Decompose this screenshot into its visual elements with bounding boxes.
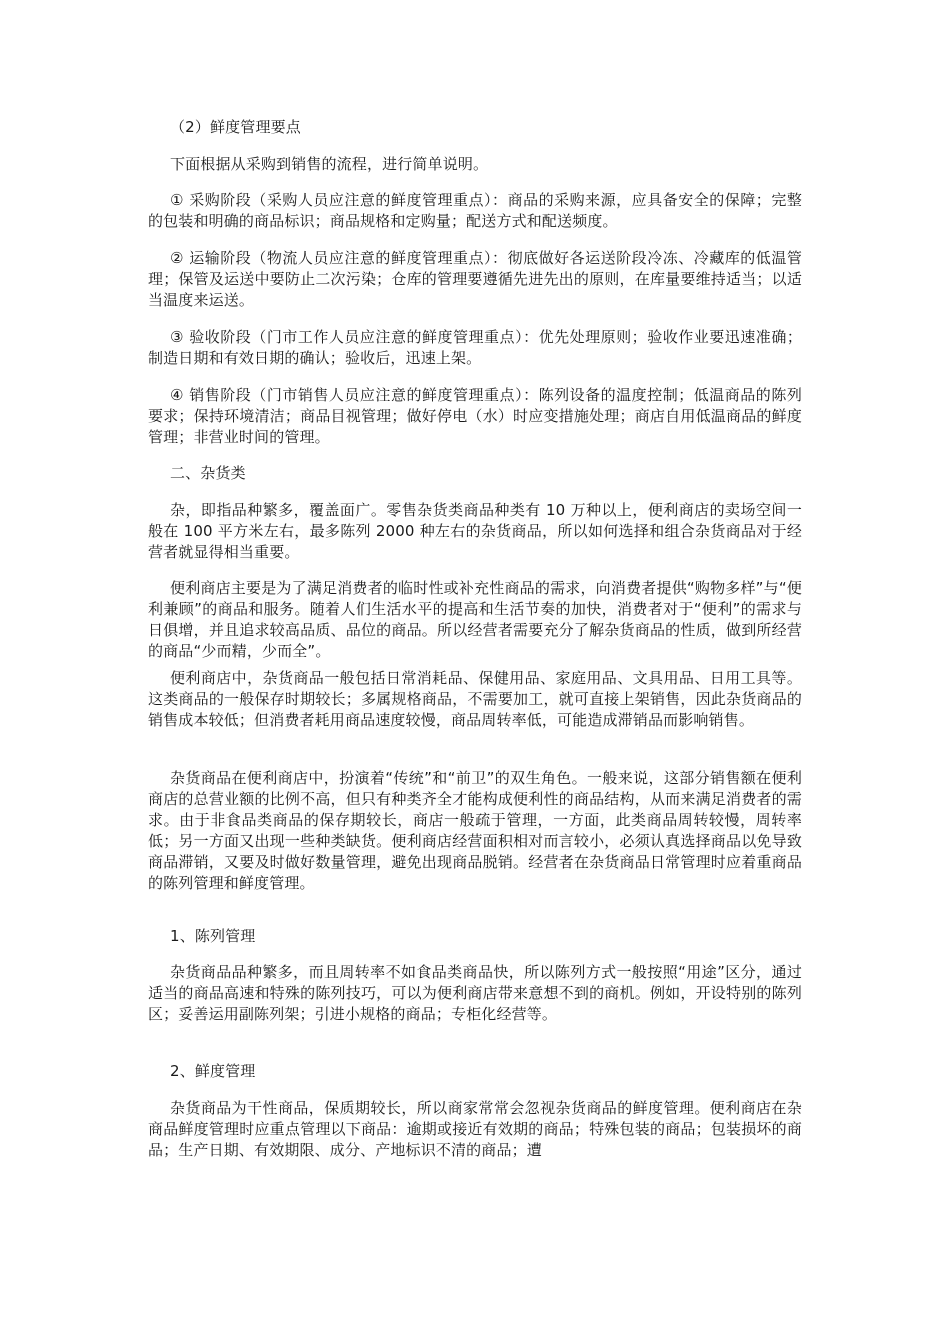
paragraph-intro: 下面根据从采购到销售的流程，进行简单说明。 xyxy=(170,155,489,173)
paragraph-groceries-definition: 杂，即指品种繁多，覆盖面广。零售杂货类商品种类有 10 万种以上，便利商店的卖场空间一般在 100 平方米左右，最多陈列 2000 种左右的杂货商品，所以如何选择和组合杂货商品对于经营者就显得相当重要。 xyxy=(148,501,802,561)
paragraph-transport-stage: ② 运输阶段（物流人员应注意的鲜度管理重点）：彻底做好各运送阶段冷冻、冷藏库的低温管理；保管及运送中要防止二次污染；仓库的管理要遵循先进先出的原则，在库量要维持适当；以适当温度来运送。 xyxy=(148,249,802,309)
paragraph-grocery-range: 便利商店中，杂货商品一般包括日常消耗品、保健用品、家庭用品、文具用品、日用工具等。这类商品的一般保存时期较长；多属规格商品，不需要加工，就可直接上架销售，因此杂货商品的销售成本较低；但消费者耗用商品速度较慢，商品周转率低，可能造成滞销品而影响销售。 xyxy=(148,669,802,729)
subsection-heading-freshness-points: （2）鲜度管理要点 xyxy=(170,118,301,136)
paragraph-purchase-stage: ① 采购阶段（采购人员应注意的鲜度管理重点）：商品的采购来源，应具备安全的保障；完整的包装和明确的商品标识；商品规格和定购量；配送方式和配送频度。 xyxy=(148,191,802,230)
paragraph-sales-stage: ④ 销售阶段（门市销售人员应注意的鲜度管理重点）：陈列设备的温度控制；低温商品的陈列要求；保持环境清洁；商品目视管理；做好停电（水）时应变措施处理；商店自用低温商品的鲜度管理；非营业时间的管理。 xyxy=(148,386,802,446)
paragraph-inspection-stage: ③ 验收阶段（门市工作人员应注意的鲜度管理重点）：优先处理原则；验收作业要迅速准确；制造日期和有效日期的确认；验收后，迅速上架。 xyxy=(148,328,802,367)
paragraph-grocery-role: 杂货商品在便利商店中，扮演着“传统”和“前卫”的双生角色。一般来说，这部分销售额在便利商店的总营业额的比例不高，但只有种类齐全才能构成便利性的商品结构，从而来满足消费者的需求。由于非食品类商品的保存期较长，商店一般疏于管理，一方面，此类商品周转较慢，周转率低；另一方面又出现一些种类缺货。便利商店经营面积相对而言较小，必须认真选择商品以免导致商品滞销，又要及时做好数量管理，避免出现商品脱销。经营者在杂货商品日常管理时应着重商品的陈列管理和鲜度管理。 xyxy=(148,769,802,892)
heading-display-management: 1、陈列管理 xyxy=(170,927,256,945)
heading-freshness-management: 2、鲜度管理 xyxy=(170,1062,256,1080)
paragraph-display-management: 杂货商品品种繁多，而且周转率不如食品类商品快，所以陈列方式一般按照“用途”区分，通过适当的商品高速和特殊的陈列技巧，可以为便利商店带来意想不到的商机。例如，开设特别的陈列区；妥善运用副陈列架；引进小规格的商品；专柜化经营等。 xyxy=(148,963,802,1023)
paragraph-freshness-management: 杂货商品为干性商品，保质期较长，所以商家常常会忽视杂货商品的鲜度管理。便利商店在杂商品鲜度管理时应重点管理以下商品：逾期或接近有效期的商品；特殊包装的商品；包装损坏的商品；生产日期、有效期限、成分、产地标识不清的商品；遭 xyxy=(148,1099,802,1159)
paragraph-convenience-needs: 便利商店主要是为了满足消费者的临时性或补充性商品的需求，向消费者提供“购物多样”与“便利兼顾”的商品和服务。随着人们生活水平的提高和生活节奏的加快，消费者对于“便利”的需求与日俱增，并且追求较高品质、品位的商品。所以经营者需要充分了解杂货商品的性质，做到所经营的商品“少而精，少而全”。 xyxy=(148,579,802,660)
section-heading-groceries: 二、杂货类 xyxy=(170,464,246,482)
